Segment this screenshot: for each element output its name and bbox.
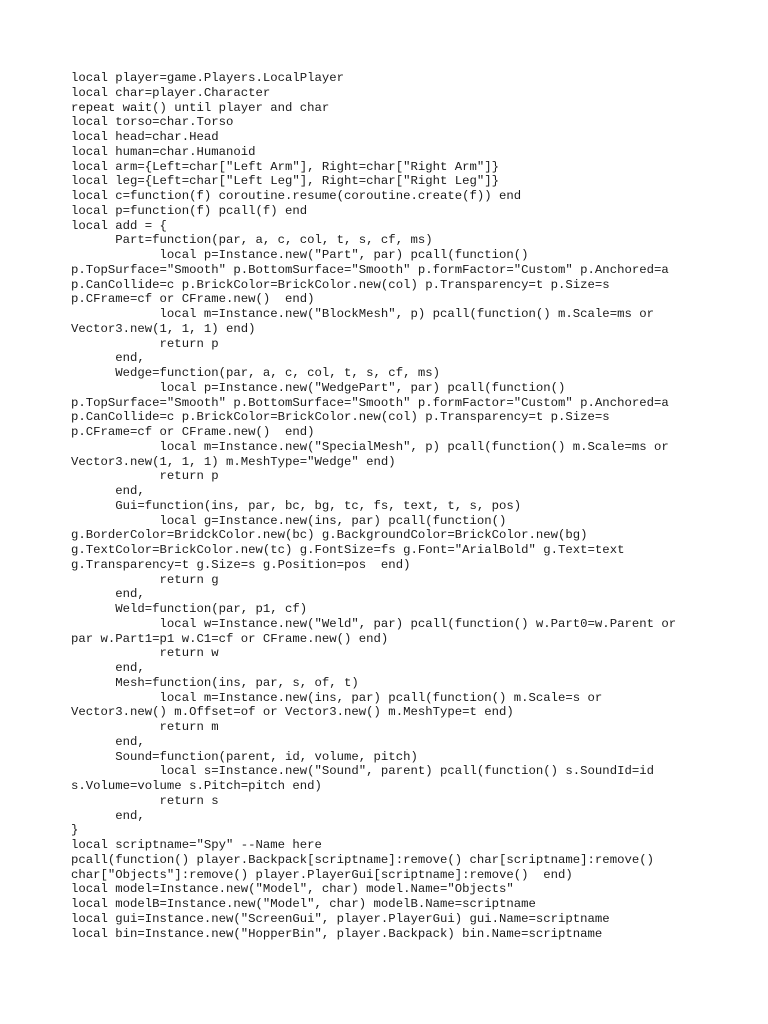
code-line: Vector3.new(1, 1, 1) m.MeshType="Wedge" end) — [71, 454, 396, 469]
code-line: char["Objects"]:remove() player.PlayerGui[scriptname]:remove() end) — [71, 867, 573, 882]
code-line: g.TextColor=BrickColor.new(tc) g.FontSize=fs g.Font="ArialBold" g.Text=text — [71, 543, 625, 557]
code-line: local p=function(f) pcall(f) end — [71, 203, 308, 218]
code-line: local head=char.Head — [71, 130, 219, 144]
document-page — [71, 71, 711, 941]
code-line: return m — [71, 720, 219, 734]
code-line: end, — [71, 587, 145, 602]
code-line: return p — [71, 336, 219, 351]
code-line: Vector3.new(1, 1, 1) end) — [71, 321, 256, 336]
code-line: end, — [71, 661, 145, 675]
code-line: local char=player.Character — [71, 85, 271, 100]
code-line: local m=Instance.new("SpecialMesh", p) pcall(function() m.Scale=ms or — [71, 439, 669, 454]
code-line: repeat wait() until player and char — [71, 100, 330, 115]
code-line: Weld=function(par, p1, cf) — [71, 602, 308, 616]
code-line: local s=Instance.new("Sound", parent) pcall(function() s.SoundId=id — [71, 764, 654, 779]
code-line: end, — [71, 808, 145, 823]
code-line: end, — [71, 484, 145, 498]
code-line: Gui=function(ins, par, bc, bg, tc, fs, text, t, s, pos) — [71, 498, 522, 513]
code-line: local bin=Instance.new("HopperBin", player.Backpack) bin.Name=scriptname — [71, 926, 603, 941]
code-line: local torso=char.Torso — [71, 115, 234, 130]
code-line: local m=Instance.new(ins, par) pcall(function() m.Scale=s or — [71, 690, 603, 705]
code-line: return w — [71, 646, 219, 661]
code-line: end, — [71, 734, 145, 749]
code-line: local p=Instance.new("WedgePart", par) pcall(function() — [71, 380, 566, 395]
code-line: return p — [71, 469, 219, 484]
code-line: local leg={Left=char["Left Leg"], Right=char["Right Leg"]} — [71, 174, 500, 189]
code-line: p.TopSurface="Smooth" p.BottomSurface="Smooth" p.formFactor="Custom" p.Anchored=a — [71, 262, 669, 277]
code-line: g.Transparency=t g.Size=s g.Position=pos end) — [71, 557, 411, 572]
code-line: s.Volume=volume s.Pitch=pitch end) — [71, 779, 322, 793]
code-line: return s — [71, 793, 219, 808]
code-line: Wedge=function(par, a, c, col, t, s, cf, ms) — [71, 366, 440, 380]
code-line: Vector3.new() m.Offset=of or Vector3.new() m.MeshType=t end) — [71, 705, 514, 720]
code-line: p.CanCollide=c p.BrickColor=BrickColor.new(col) p.Transparency=t p.Size=s — [71, 410, 610, 425]
code-line: Sound=function(parent, id, volume, pitch) — [71, 749, 418, 764]
code-line: p.TopSurface="Smooth" p.BottomSurface="Smooth" p.formFactor="Custom" p.Anchored=a — [71, 395, 669, 410]
code-line: local modelB=Instance.new("Model", char) modelB.Name=scriptname — [71, 897, 536, 911]
code-line: local gui=Instance.new("ScreenGui", player.PlayerGui) gui.Name=scriptname — [71, 911, 610, 926]
code-line: local scriptname="Spy" --Name here — [71, 838, 322, 852]
code-line: end, — [71, 351, 145, 366]
code-line: p.CFrame=cf or CFrame.new() end) — [71, 292, 315, 307]
code-line: Part=function(par, a, c, col, t, s, cf, ms) — [71, 233, 433, 248]
code-line: local arm={Left=char["Left Arm"], Right=char["Right Arm"]} — [71, 159, 500, 174]
code-line: p.CanCollide=c p.BrickColor=BrickColor.new(col) p.Transparency=t p.Size=s — [71, 277, 610, 292]
code-line: local p=Instance.new("Part", par) pcall(function() — [71, 248, 529, 262]
code-line: } — [71, 823, 79, 838]
code-line: local g=Instance.new(ins, par) pcall(function() — [71, 513, 507, 528]
code-line: Mesh=function(ins, par, s, of, t) — [71, 675, 359, 690]
code-line: local model=Instance.new("Model", char) model.Name="Objects" — [71, 882, 514, 897]
code-line: local m=Instance.new("BlockMesh", p) pcall(function() m.Scale=ms or — [71, 307, 654, 321]
code-line: par w.Part1=p1 w.C1=cf or CFrame.new() end) — [71, 631, 389, 646]
code-line: g.BorderColor=BridckColor.new(bc) g.BackgroundColor=BrickColor.new(bg) — [71, 528, 588, 543]
code-line: local human=char.Humanoid — [71, 144, 256, 159]
code-line: local w=Instance.new("Weld", par) pcall(function() w.Part0=w.Parent or — [71, 616, 677, 631]
code-line: p.CFrame=cf or CFrame.new() end) — [71, 425, 315, 439]
code-line: return g — [71, 572, 219, 587]
code-line: local player=game.Players.LocalPlayer — [71, 71, 345, 85]
code-line: local c=function(f) coroutine.resume(coroutine.create(f)) end — [71, 189, 522, 203]
code-line: pcall(function() player.Backpack[scriptname]:remove() char[scriptname]:remove() — [71, 852, 654, 867]
code-line: local add = { — [71, 218, 167, 233]
